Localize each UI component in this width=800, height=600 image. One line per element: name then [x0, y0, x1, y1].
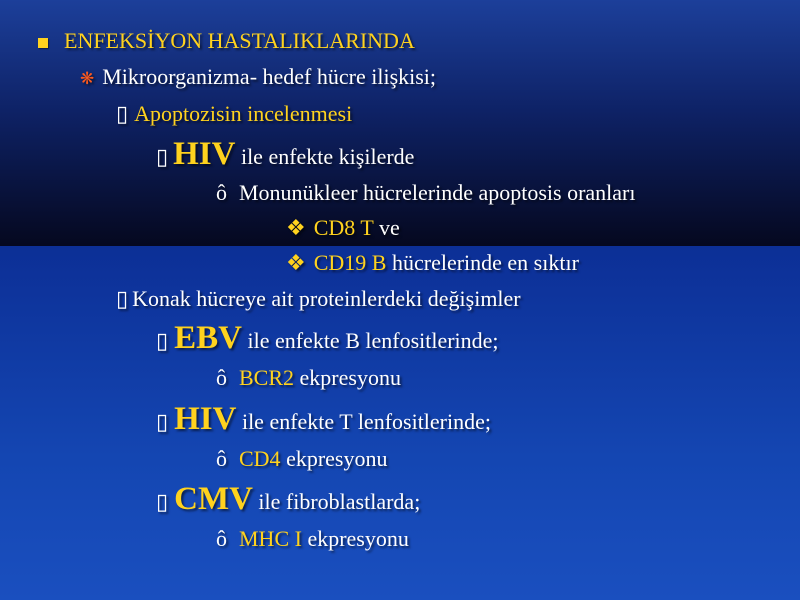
- bullet-strong: MHC I: [239, 526, 302, 551]
- bullet-text: hücrelerinde en sıktır: [391, 250, 579, 275]
- square-bullet-icon: ▯: [156, 489, 169, 514]
- bullet-glyph: ô: [216, 526, 227, 551]
- bullet-line: [286, 215, 400, 241]
- square-bullet-icon: ▯: [116, 101, 129, 126]
- bullet-strong: CD4: [239, 446, 281, 471]
- square-bullet-icon: ▯: [116, 286, 129, 311]
- bullet-text: ile enfekte kişilerde: [240, 144, 415, 169]
- bullet-text: Apoptozisin incelenmesi: [134, 101, 353, 126]
- bullet-glyph: ô: [216, 365, 227, 390]
- bullet-text: ile enfekte B lenfositlerinde;: [247, 328, 499, 353]
- square-bullet-icon: [38, 38, 48, 48]
- square-bullet-icon: ▯: [156, 409, 169, 434]
- bullet-strong: CD19 B: [313, 250, 387, 275]
- bullet-line: [156, 136, 414, 173]
- bullet-strong: CMV: [174, 481, 253, 517]
- bullet-text: Konak hücreye ait proteinlerdeki değişimler: [132, 286, 521, 311]
- asterisk-bullet-icon: ❋: [80, 69, 95, 88]
- bullet-line: [156, 481, 420, 518]
- bullet-strong: HIV: [174, 401, 237, 437]
- bullet-glyph: ô: [216, 446, 227, 471]
- bullet-text: Mikroorganizma- hedef hücre ilişkisi;: [102, 64, 437, 89]
- bullet-line: [216, 180, 635, 206]
- bullet-line: [116, 101, 352, 127]
- bullet-strong: BCR2: [239, 365, 295, 390]
- bullet-line: [156, 320, 499, 357]
- square-bullet-icon: ▯: [156, 328, 169, 353]
- bullet-strong: CD8 T: [313, 215, 374, 240]
- square-bullet-icon: ▯: [156, 144, 169, 169]
- bullet-text: ekpresyonu: [299, 365, 401, 390]
- bullet-glyph: ô: [216, 180, 227, 205]
- bullet-line: [216, 526, 409, 552]
- bullet-line: [116, 286, 521, 312]
- bullet-text: ve: [378, 215, 400, 240]
- bullet-line: [216, 365, 401, 391]
- heading-line: [38, 28, 415, 54]
- bullet-line: [80, 64, 436, 90]
- bullet-line: [156, 401, 491, 438]
- bullet-text: ile fibroblastlarda;: [258, 489, 421, 514]
- heading-text: ENFEKSİYON HASTALIKLARINDA: [64, 28, 415, 53]
- bullet-strong: EBV: [174, 320, 242, 356]
- bullet-text: ekpresyonu: [307, 526, 409, 551]
- bullet-strong: HIV: [173, 136, 236, 172]
- diamond-bullet-icon: ❖: [286, 250, 306, 275]
- diamond-bullet-icon: ❖: [286, 215, 306, 240]
- bullet-line: [216, 446, 387, 472]
- bullet-text: Monunükleer hücrelerinde apoptosis oranları: [239, 180, 636, 205]
- bullet-text: ile enfekte T lenfositlerinde;: [241, 409, 491, 434]
- bullet-text: ekpresyonu: [286, 446, 388, 471]
- bullet-line: [286, 250, 579, 276]
